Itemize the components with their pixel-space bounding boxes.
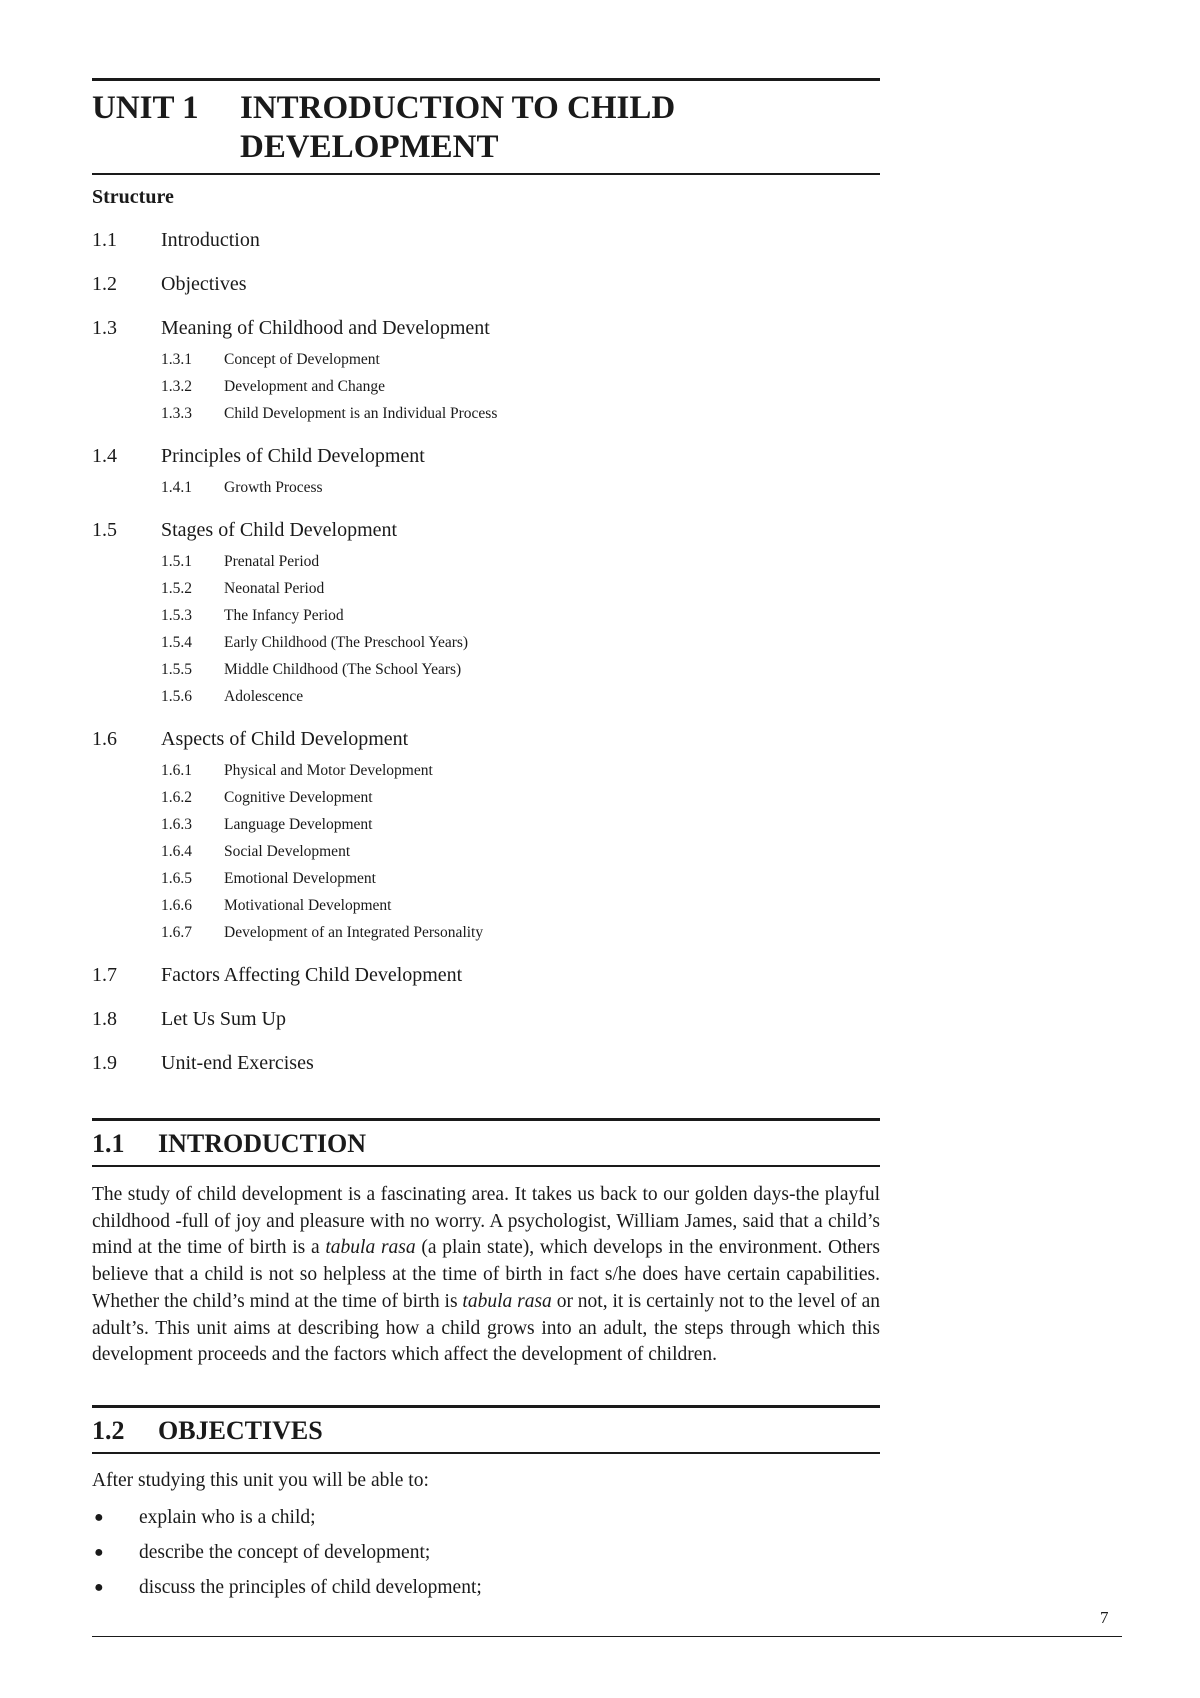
toc-subitem-label: Language Development [224, 816, 373, 833]
toc-item [92, 228, 880, 252]
toc-item-label: Objectives [161, 273, 247, 295]
toc-item-number: 1.8 [92, 1008, 117, 1030]
toc-item [92, 1007, 880, 1031]
objective-item [92, 1576, 880, 1611]
toc-item [92, 444, 880, 468]
page-number: 7 [1100, 1608, 1109, 1627]
toc-item [92, 316, 880, 340]
objective-item [92, 1541, 880, 1576]
unit-title-line1: INTRODUCTION TO CHILD [240, 90, 676, 126]
toc-item-number: 1.1 [92, 229, 117, 251]
toc-subitem [161, 478, 880, 498]
toc-subitem [161, 350, 880, 370]
toc-item-label: Aspects of Child Development [161, 728, 409, 750]
toc-subitem-label: Physical and Motor Development [224, 762, 433, 779]
section-number: 1.2 [92, 1416, 125, 1445]
footer-rule [92, 1636, 1122, 1637]
toc-item [92, 963, 880, 987]
bullet-icon: ● [94, 1544, 104, 1561]
toc-subitem-label: The Infancy Period [224, 607, 344, 624]
italic-term: tabula rasa [325, 1237, 416, 1259]
toc-subitem-number: 1.5.4 [161, 634, 192, 651]
toc-item-number: 1.6 [92, 728, 117, 750]
toc-item-number: 1.2 [92, 273, 117, 295]
toc-subitem-number: 1.4.1 [161, 479, 192, 496]
toc-subitem [161, 761, 880, 781]
toc-subitem-label: Emotional Development [224, 870, 376, 887]
toc-item-number: 1.5 [92, 519, 117, 541]
toc-subitem-label: Development of an Integrated Personality [224, 924, 484, 941]
toc-subitem-number: 1.6.4 [161, 843, 192, 860]
toc-item-label: Factors Affecting Child Development [161, 964, 463, 986]
toc-subitem-label: Neonatal Period [224, 580, 325, 597]
title-bottom-rule [92, 173, 880, 175]
toc-item [92, 518, 880, 542]
toc-subitem-number: 1.5.2 [161, 580, 192, 597]
introduction-paragraph: The study of child development is a fascinating area. It takes us back to our golden days-the playful childhood -full of joy and pleasure with no worry. A psychologist, William James, said that a child’s mind at the time of birth is a tabula rasa (a plain state), which develops in the environment. Others believe that a child is not so helpless at the time of birth in fact s/he does have certain capabilities. Whether the child’s mind at the time of birth is tabula rasa or not, it is certainly not to the level of an adult’s. This unit aims at describing how a child grows into an adult, the steps through which this development proceeds and the factors which affect the development of children. [92, 1184, 881, 1366]
objective-text: describe the concept of development; [139, 1542, 431, 1563]
toc-subitem [161, 687, 880, 707]
toc-subitem-label: Motivational Development [224, 897, 392, 914]
toc-subitem-number: 1.6.1 [161, 762, 192, 779]
objectives-section-heading [92, 1405, 880, 1454]
toc-subitem [161, 923, 880, 943]
toc-subitem-number: 1.5.3 [161, 607, 192, 624]
toc-item [92, 272, 880, 296]
toc-item-label: Unit-end Exercises [161, 1052, 314, 1074]
toc-subitem [161, 606, 880, 626]
unit-label: UNIT 1 [92, 90, 199, 126]
toc-subitem [161, 788, 880, 808]
toc-subitem-number: 1.5.1 [161, 553, 192, 570]
toc-subitem-label: Social Development [224, 843, 351, 860]
toc-subitem-number: 1.6.5 [161, 870, 192, 887]
toc-subitem-label: Child Development is an Individual Process [224, 405, 498, 422]
toc-subitem-label: Prenatal Period [224, 553, 320, 570]
italic-term: tabula rasa [462, 1290, 552, 1312]
toc-subitem [161, 404, 880, 424]
toc-subitem-number: 1.5.5 [161, 661, 192, 678]
toc-subitem [161, 815, 880, 835]
toc-subitem-label: Development and Change [224, 378, 385, 395]
toc-subitem-number: 1.3.1 [161, 351, 192, 368]
bullet-icon: ● [94, 1509, 104, 1526]
toc-subitem [161, 660, 880, 680]
toc-subitem [161, 552, 880, 572]
toc-subitem [161, 377, 880, 397]
toc-item-label: Stages of Child Development [161, 519, 398, 541]
toc-subitem-number: 1.6.7 [161, 924, 192, 941]
toc-item [92, 1051, 880, 1075]
toc-item-label: Principles of Child Development [161, 445, 425, 467]
unit-title-block [92, 78, 880, 175]
bullet-icon: ● [94, 1579, 104, 1596]
toc-item-number: 1.4 [92, 445, 117, 467]
toc-subitem [161, 579, 880, 599]
toc-subitem-label: Early Childhood (The Preschool Years) [224, 634, 469, 651]
toc-item-label: Meaning of Childhood and Development [161, 317, 490, 339]
unit-title [240, 89, 675, 167]
toc-item-number: 1.7 [92, 964, 117, 986]
structure-heading: Structure [92, 186, 174, 208]
objective-item [92, 1506, 880, 1541]
toc-item-label: Let Us Sum Up [161, 1008, 286, 1030]
toc-subitem-number: 1.5.6 [161, 688, 192, 705]
toc-item [92, 727, 880, 751]
objective-text: discuss the principles of child development; [139, 1577, 482, 1598]
toc-subitem-number: 1.6.2 [161, 789, 192, 806]
section-title: OBJECTIVES [158, 1416, 323, 1445]
toc-subitem-label: Adolescence [224, 688, 304, 705]
toc-subitem-label: Middle Childhood (The School Years) [224, 661, 462, 678]
structure-list [92, 228, 880, 1075]
toc-subitem-number: 1.6.3 [161, 816, 192, 833]
toc-subitem-number: 1.3.2 [161, 378, 192, 395]
toc-subitem-number: 1.6.6 [161, 897, 192, 914]
toc-subitem [161, 869, 880, 889]
toc-item-label: Introduction [161, 229, 260, 251]
toc-subitem [161, 842, 880, 862]
toc-subitem [161, 633, 880, 653]
toc-subitem-label: Concept of Development [224, 351, 380, 368]
objectives-list [92, 1506, 880, 1611]
toc-subitem-label: Growth Process [224, 479, 323, 496]
objective-text: explain who is a child; [139, 1507, 316, 1528]
toc-subitem [161, 896, 880, 916]
toc-item-number: 1.3 [92, 317, 117, 339]
toc-subitem-label: Cognitive Development [224, 789, 373, 806]
section-number: 1.1 [92, 1129, 125, 1158]
unit-title-line2: DEVELOPMENT [240, 129, 499, 165]
section-title: INTRODUCTION [158, 1129, 367, 1158]
introduction-section-heading [92, 1118, 880, 1167]
toc-subitem-number: 1.3.3 [161, 405, 192, 422]
objectives-intro: After studying this unit you will be able to: [92, 1470, 429, 1491]
toc-item-number: 1.9 [92, 1052, 117, 1074]
